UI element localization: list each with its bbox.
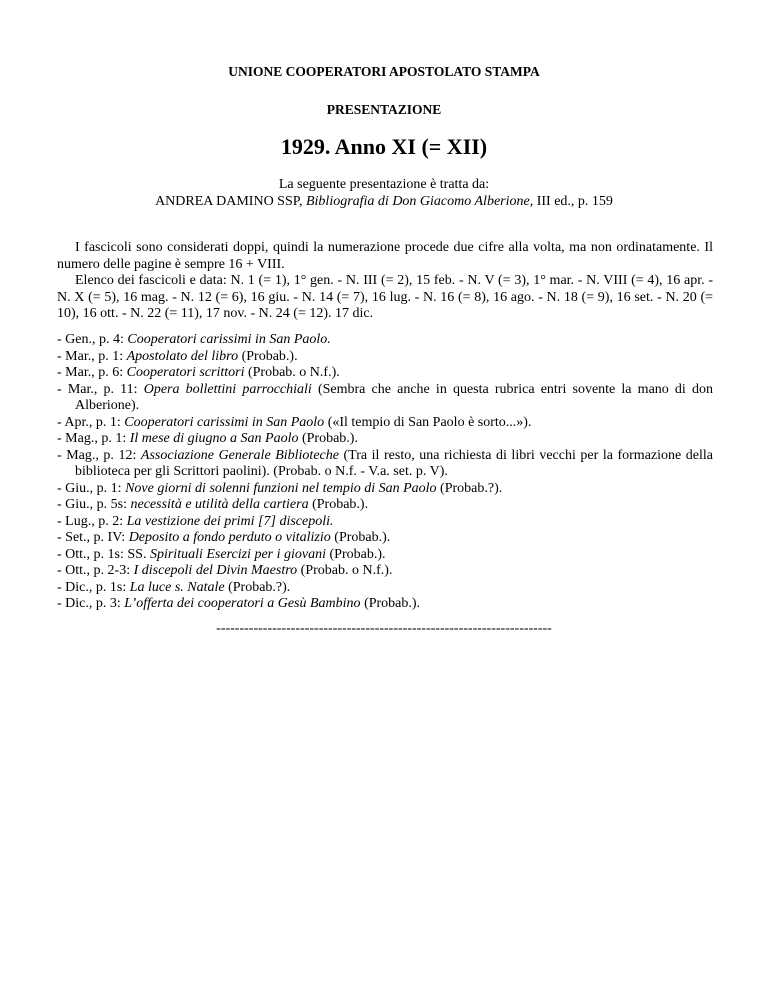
item-reference: - Gen., p. 4: xyxy=(57,332,128,347)
item-title: necessità e utilità della cartiera xyxy=(130,497,309,512)
list-item xyxy=(57,580,713,597)
source-edition: III ed., p. 159 xyxy=(533,194,613,209)
separator-line: ------------------------------------------------------------------------ xyxy=(216,621,552,636)
item-note: (Probab.). xyxy=(326,546,386,562)
item-title: La vestizione dei primi [7] discepoli. xyxy=(126,513,334,529)
list-item xyxy=(57,332,713,349)
item-note: (Probab.?). xyxy=(436,480,503,496)
item-note: (Probab.). xyxy=(238,348,298,364)
section-heading: PRESENTAZIONE xyxy=(326,102,442,117)
item-note: (Sembra che anche in questa rubrica entri sovente la mano di don Alberione). xyxy=(75,381,713,413)
list-item xyxy=(57,349,713,366)
source-citation xyxy=(0,176,768,210)
item-note: (Probab.). xyxy=(308,497,369,512)
list-item xyxy=(57,563,713,580)
item-title: Apostolato del libro xyxy=(126,348,239,364)
item-note: (Probab.). xyxy=(298,431,358,446)
item-note: (Probab. o N.f.). xyxy=(244,365,340,380)
list-item xyxy=(57,481,713,498)
list-item xyxy=(57,596,713,613)
item-reference: - Lug., p. 2: xyxy=(57,513,127,529)
item-reference: - Dic., p. 1s: xyxy=(57,579,130,595)
item-title: I discepoli del Divin Maestro xyxy=(133,563,298,578)
list-item xyxy=(57,497,713,514)
item-title: L’offerta dei cooperatori a Gesù Bambino xyxy=(124,596,361,611)
article-list xyxy=(57,332,713,613)
item-reference: - Dic., p. 3: xyxy=(57,596,125,611)
item-title: Cooperatori carissimi in San Paolo xyxy=(124,414,325,430)
item-reference: - Giu., p. 1: xyxy=(57,480,126,496)
source-intro: La seguente presentazione è tratta da: xyxy=(278,177,490,192)
item-reference: - Apr., p. 1: xyxy=(57,414,125,430)
source-author: ANDREA DAMINO SSP, xyxy=(155,194,306,209)
item-note: (Probab.). xyxy=(360,596,421,611)
item-title: Cooperatori carissimi in San Paolo. xyxy=(127,332,331,347)
item-reference: - Mar., p. 1: xyxy=(57,348,127,364)
item-reference: - Set., p. IV: xyxy=(57,530,129,545)
item-title: La luce s. Natale xyxy=(129,579,225,595)
list-item xyxy=(57,530,713,547)
item-reference: - Mag., p. 1: xyxy=(57,431,130,446)
list-item xyxy=(57,547,713,564)
item-title: Nove giorni di solenni funzioni nel tempio di San Paolo xyxy=(125,480,437,496)
item-reference: - Mar., p. 11: xyxy=(57,381,144,397)
issue-list-paragraph: Elenco dei fascicoli e data: N. 1 (= 1), 1° gen. - N. III (= 2), 15 feb. - N. V (= 3), 1° mar. - N. VIII (= 4), 16 apr. - N. X (= 5), 16 mag. - N. 12 (= 6), 16 giu. - N. 14 (= 7), 16 lug. - N. 16 (= 8), 16 ago. - N. 18 (= 9), 16 set. - N. 20 (= 10), 16 ott. - N. 22 (= 11), 17 nov. - N. 24 (= 12). 17 dic. xyxy=(57,273,713,321)
list-item xyxy=(57,514,713,531)
list-item xyxy=(57,415,713,432)
organization-heading: UNIONE COOPERATORI APOSTOLATO STAMPA xyxy=(228,64,540,79)
item-note: («Il tempio di San Paolo è sorto...»). xyxy=(324,414,532,430)
list-item xyxy=(57,431,713,448)
item-title: Il mese di giugno a San Paolo xyxy=(129,431,299,446)
intro-paragraph: I fascicoli sono considerati doppi, quindi la numerazione procede due cifre alla volta, ma non ordinatamente. Il numero delle pagine è sempre 16 + VIII. xyxy=(57,240,713,272)
list-item xyxy=(57,382,713,415)
source-reference xyxy=(0,193,768,210)
item-reference: - Ott., p. 2-3: xyxy=(57,563,134,578)
item-title: Associazione Generale Biblioteche xyxy=(140,447,339,463)
item-reference: - Mar., p. 6: xyxy=(57,365,127,380)
item-title: Spirituali Esercizi per i giovani xyxy=(149,546,326,562)
item-reference: - Ott., p. 1s: SS. xyxy=(57,546,150,562)
item-note: (Probab. o N.f.). xyxy=(297,563,393,578)
item-title: Opera bollettini parrocchiali xyxy=(143,381,312,397)
item-reference: - Giu., p. 5s: xyxy=(57,497,131,512)
list-item xyxy=(57,448,713,481)
source-book-title: Bibliografia di Don Giacomo Alberione, xyxy=(305,194,534,209)
item-note: (Probab.?). xyxy=(224,579,291,595)
page-title: 1929. Anno XI (= XII) xyxy=(280,134,488,159)
item-reference: - Mag., p. 12: xyxy=(57,447,141,463)
item-title: Deposito a fondo perduto o vitalizio xyxy=(128,530,331,545)
item-note: (Tra il resto, una richiesta di libri vecchi per la formazione della biblioteca per gli Scrittori paolini). (Probab. o N.f. - V.a. set. p. V). xyxy=(75,447,713,479)
item-title: Cooperatori scrittori xyxy=(126,365,245,380)
intro-section xyxy=(57,240,713,323)
list-item xyxy=(57,365,713,382)
item-note: (Probab.). xyxy=(330,530,391,545)
